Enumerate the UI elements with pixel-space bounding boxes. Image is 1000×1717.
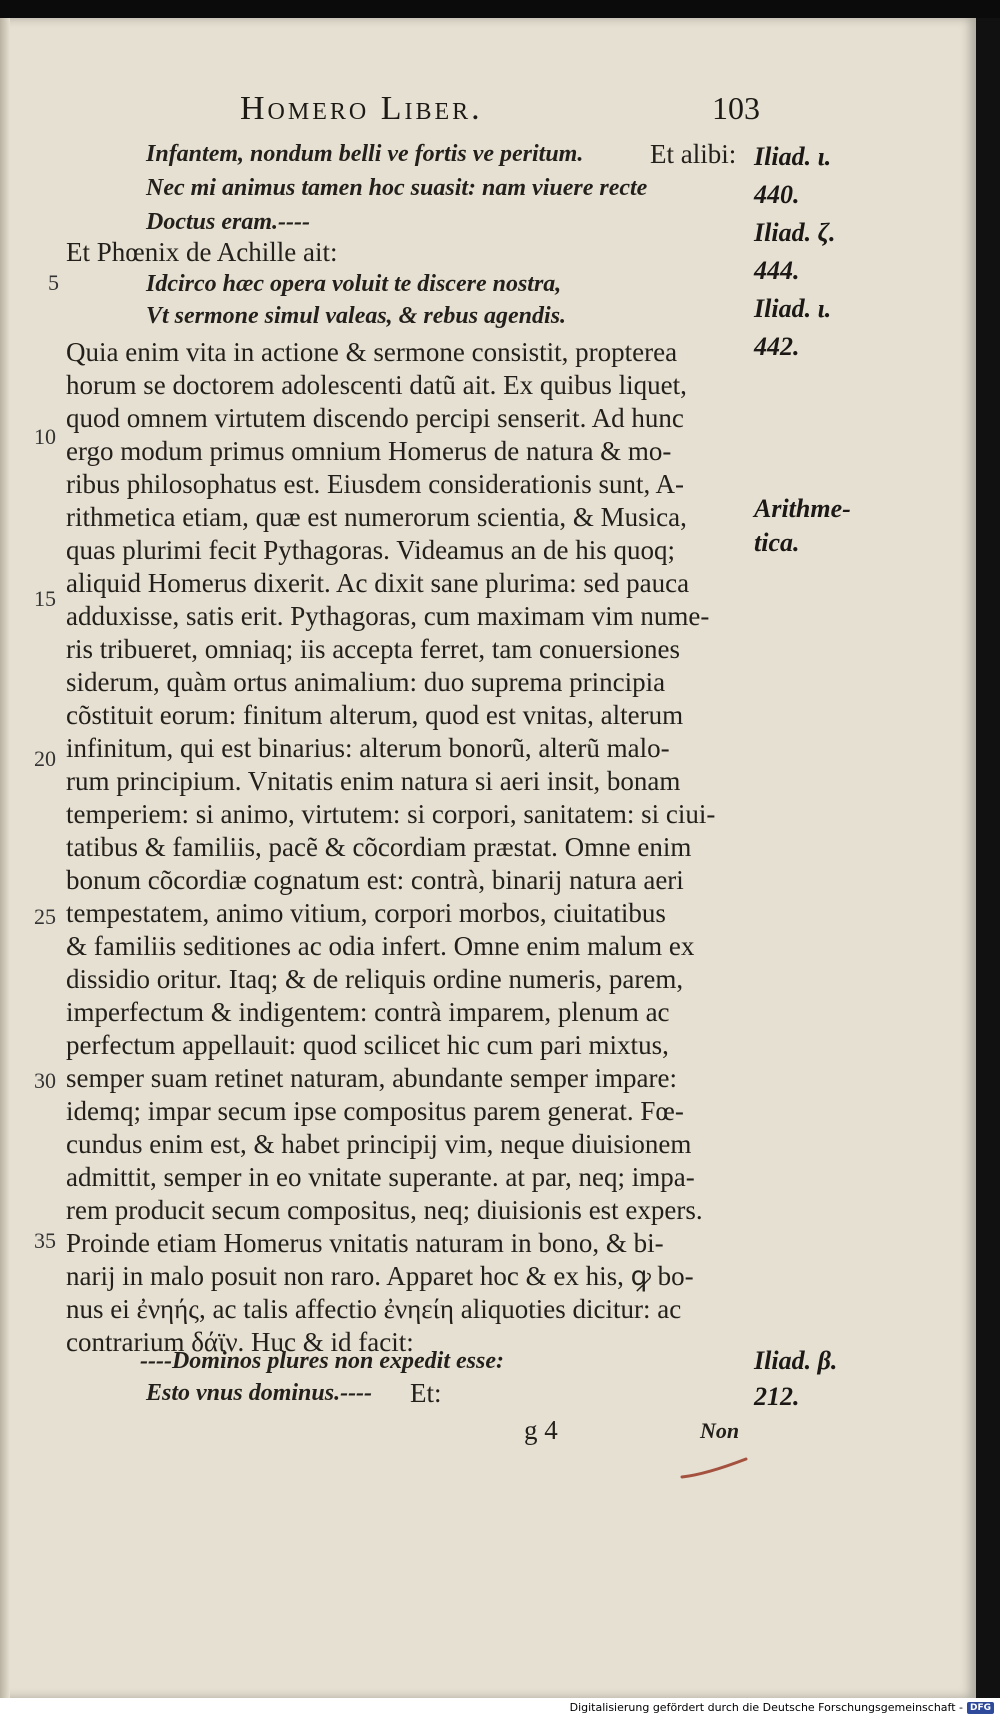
marginal-note: Iliad. ι.	[754, 142, 832, 171]
verse-line: Idcirco hæc opera voluit te discere nostra,	[146, 271, 562, 297]
catchword: Non	[700, 1418, 740, 1443]
body-line: quas plurimi fecit Pythagoras. Videamus an de his quoq;	[66, 535, 676, 565]
body-line: rem producit secum compositus, neq; diuisionis est expers.	[66, 1195, 703, 1225]
footer-credit: Digitalisierung gefördert durch die Deutsche Forschungsgemeinschaft -	[569, 1701, 963, 1714]
body-line: infinitum, qui est binarius: alterum bonorũ, alterũ malo-	[66, 733, 670, 763]
running-head: Homero Liber.	[240, 90, 483, 127]
body-line: tempestatem, animo vitium, corpori morbos, ciuitatibus	[66, 898, 666, 928]
line-number: 5	[48, 270, 59, 295]
body-line: Proinde etiam Homerus vnitatis naturam in bono, & bi-	[66, 1228, 664, 1258]
marginal-note: 212.	[754, 1382, 800, 1411]
page-edge	[0, 18, 10, 1698]
marginal-note: Iliad. ι.	[754, 294, 832, 323]
verse-line-tail: Et:	[410, 1378, 442, 1408]
line-number: 30	[34, 1068, 56, 1093]
line-number: 20	[34, 746, 56, 771]
verse-line: Nec mi animus tamen hoc suasit: nam viuere recte	[146, 175, 648, 201]
body-line: adduxisse, satis erit. Pythagoras, cum maximam vim nume-	[66, 601, 710, 631]
body-line: contrarium δάϊν. Huc & id facit:	[66, 1327, 414, 1357]
top-bar	[0, 0, 1000, 18]
body-line: Quia enim vita in actione & sermone consistit, propterea	[66, 337, 678, 367]
body-line: horum se doctorem adolescenti datũ ait. Ex quibus liquet,	[66, 370, 687, 400]
page-header	[240, 90, 760, 128]
dfg-logo: DFG	[967, 1702, 994, 1714]
verse-line-tail: Et alibi:	[650, 139, 737, 169]
scan-background	[976, 18, 1000, 1698]
body-line: bonum cõcordiæ cognatum est: contrà, binarij natura aeri	[66, 865, 684, 895]
body-line: ergo modum primus omnium Homerus de natura & mo-	[66, 436, 672, 466]
body-line: ribus philosophatus est. Eiusdem considerationis sunt, A-	[66, 469, 684, 499]
page-number: 103	[712, 90, 760, 126]
body-line: tatibus & familiis, pacẽ & cõcordiam præstat. Omne enim	[66, 832, 692, 862]
body-line: idemq; impar secum ipse compositus parem generat. Fœ-	[66, 1096, 684, 1126]
body-line: siderum, quàm ortus animalium: duo suprema principia	[66, 667, 666, 697]
footer	[570, 1699, 994, 1716]
body-line: quod omnem virtutem discendo percipi senserit. Ad hunc	[66, 403, 684, 433]
body-line: narij in malo posuit non raro. Apparet hoc & ex his, ꝙ bo-	[66, 1261, 694, 1291]
line-number: 10	[34, 424, 56, 449]
body-line: cundus enim est, & habet principij vim, neque diuisionem	[66, 1129, 692, 1159]
body-line: perfectum appellauit: quod scilicet hic cum pari mixtus,	[66, 1030, 669, 1060]
verse-line: Esto vnus dominus.----	[146, 1380, 373, 1406]
marginal-note: 444.	[754, 256, 800, 285]
body-line: nus ei ἐνηής, ac talis affectio ἐνηείη aliquoties dicitur: ac	[66, 1294, 682, 1324]
marginal-note: Arithme-	[754, 494, 851, 523]
body-line: admittit, semper in eo vnitate superante. at par, neq; impa-	[66, 1162, 695, 1192]
verse-line: ----Dominos plures non expedit esse:	[140, 1348, 504, 1374]
body-line: aliquid Homerus dixerit. Ac dixit sane plurima: sed pauca	[66, 568, 690, 598]
body-line: temperiem: si animo, virtutem: si corpori, sanitatem: si ciui-	[66, 799, 716, 829]
body-line: ris tribueret, omniaq; iis accepta ferret, tam conuersiones	[66, 634, 681, 664]
verse-line: Infantem, nondum belli ve fortis ve peritum.	[146, 141, 584, 167]
body-line: rum principium. Vnitatis enim natura si aeri insit, bonam	[66, 766, 681, 796]
body-line: & familiis seditiones ac odia infert. Omne enim malum ex	[66, 931, 695, 961]
line-number: 25	[34, 904, 56, 929]
body-line: rithmetica etiam, quæ est numerorum scientia, & Musica,	[66, 502, 687, 532]
marginal-note: tica.	[754, 528, 800, 557]
verse-line: Vt sermone simul valeas, & rebus agendis.	[146, 303, 567, 329]
marginal-note: Iliad. ζ.	[754, 218, 836, 247]
body-line: cõstituit eorum: finitum alterum, quod est vnitas, alterum	[66, 700, 684, 730]
line-number: 35	[34, 1228, 56, 1253]
body-line: imperfectum & indigentem: contrà imparem, plenum ac	[66, 997, 670, 1027]
line-number: 15	[34, 586, 56, 611]
signature-mark: g 4	[524, 1415, 558, 1445]
body-line: Et Phœnix de Achille ait:	[66, 237, 338, 267]
verse-line: Doctus eram.----	[146, 209, 310, 235]
body-line: semper suam retinet naturam, abundante semper impare:	[66, 1063, 678, 1093]
marginal-note: Iliad. β.	[754, 1346, 838, 1375]
body-line: dissidio oritur. Itaq; & de reliquis ordine numeris, parem,	[66, 964, 684, 994]
ink-stroke	[680, 1455, 750, 1481]
marginal-note: 440.	[754, 180, 800, 209]
marginal-note: 442.	[754, 332, 800, 361]
